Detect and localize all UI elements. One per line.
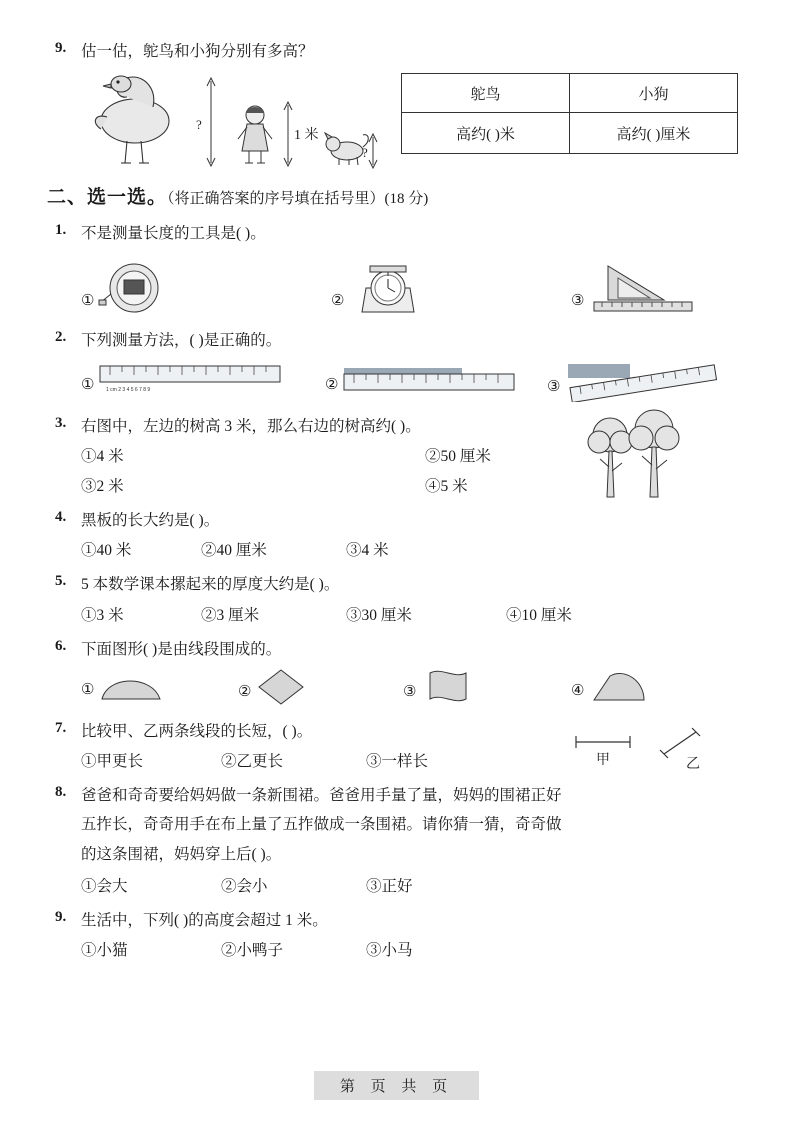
- question-number: 9.: [55, 908, 67, 925]
- question-text: 下列测量方法，( )是正确的。: [81, 331, 282, 349]
- option-2[interactable]: ②40 厘米: [201, 542, 267, 560]
- question-2-options: [81, 358, 738, 402]
- option-2[interactable]: ②小鸭子: [221, 942, 284, 959]
- question-text: 5 本数学课本摞起来的厚度大约是( )。: [81, 576, 340, 594]
- svg-text:1 cm 2 3 4 5 6 7 8 9: 1 cm 2 3 4 5 6 7 8 9: [106, 386, 151, 393]
- two-trees-illustration: [576, 409, 686, 501]
- semicircle-shape-icon: [98, 669, 166, 705]
- question-6-options: [81, 667, 738, 707]
- option-marker: ②: [325, 376, 339, 393]
- segment-label-yi: 乙: [686, 756, 700, 772]
- question-number: 1.: [55, 222, 67, 239]
- question-3: [55, 415, 738, 496]
- question-number: 6.: [55, 637, 67, 654]
- option-2[interactable]: [325, 360, 547, 400]
- option-marker: ④: [571, 682, 585, 699]
- triangle-ruler-icon: [588, 258, 708, 316]
- section-2-heading: [47, 182, 738, 209]
- question-1: [55, 222, 738, 315]
- option-marker: ①: [81, 681, 95, 698]
- option-4[interactable]: ④10 厘米: [506, 606, 572, 624]
- page-number-text: 第 页 共 页: [314, 1071, 479, 1100]
- question-9-top: [55, 40, 738, 172]
- ruler-measure-3-icon: [564, 358, 724, 402]
- question-5: [55, 573, 738, 624]
- question-2: [55, 329, 738, 402]
- ostrich-question-mark: ?: [196, 117, 202, 133]
- question-4: [55, 509, 738, 560]
- dog-question-mark: ?: [362, 145, 368, 161]
- option-1[interactable]: ①小猫: [81, 942, 128, 959]
- option-2[interactable]: ②会小: [221, 877, 268, 895]
- option-4[interactable]: [571, 668, 650, 706]
- curved-quadrilateral-shape-icon: [588, 668, 650, 706]
- ruler-measure-2-icon: [342, 360, 517, 400]
- diamond-shape-icon: [255, 667, 307, 707]
- option-3[interactable]: [547, 358, 724, 402]
- option-3[interactable]: ③一样长: [366, 753, 429, 770]
- girl-height-label: 1 米: [294, 128, 319, 144]
- option-1[interactable]: ①4 米: [81, 448, 124, 465]
- question-number: 2.: [55, 328, 67, 345]
- wavy-shape-icon: [420, 667, 476, 707]
- question-9-bottom: [55, 909, 738, 960]
- option-1[interactable]: ①会大: [81, 877, 128, 895]
- table-header-dog: 小狗: [570, 74, 738, 113]
- option-2[interactable]: ②3 厘米: [201, 606, 260, 624]
- option-marker: ③: [403, 683, 417, 700]
- page-footer: [0, 1071, 793, 1100]
- tape-measure-icon: [98, 258, 178, 316]
- question-text: 估一估，鸵鸟和小狗分别有多高？: [81, 43, 314, 60]
- question-8: [55, 784, 738, 896]
- question-text: 下面图形( )是由线段围成的。: [81, 640, 282, 658]
- option-4[interactable]: ④5 米: [425, 478, 468, 495]
- option-2[interactable]: [331, 258, 571, 316]
- option-marker: ②: [238, 683, 252, 700]
- table-row: [402, 113, 738, 154]
- option-1[interactable]: [81, 258, 331, 316]
- option-1[interactable]: ①甲更长: [81, 753, 144, 770]
- section-2-subtitle: （将正确答案的序号填在括号里）(18 分): [167, 191, 429, 208]
- table-cell-dog-answer[interactable]: 高约( )厘米: [570, 113, 738, 154]
- ostrich-dog-illustration: [83, 67, 383, 172]
- question-text-line-2: 五拃长，奇奇用手在布上量了五拃做成一条围裙。请你猜一猜，奇奇做: [81, 816, 562, 834]
- option-3[interactable]: ③4 米: [346, 542, 389, 560]
- option-3[interactable]: ③小马: [366, 942, 413, 959]
- segment-label-jia: 甲: [596, 752, 610, 768]
- question-number: 8.: [55, 784, 67, 800]
- question-number: 4.: [55, 509, 67, 525]
- kitchen-scale-icon: [348, 258, 428, 316]
- table-header-ostrich: 鸵鸟: [402, 74, 570, 113]
- option-1[interactable]: ①3 米: [81, 606, 124, 624]
- option-3[interactable]: ③30 厘米: [346, 606, 412, 624]
- question-text: 不是测量长度的工具是( )。: [81, 225, 266, 243]
- question-text: 右图中，左边的树高 3 米，那么右边的树高约( )。: [81, 417, 421, 435]
- option-marker: ③: [571, 292, 585, 309]
- option-2[interactable]: ②50 厘米: [425, 448, 491, 465]
- question-number: 3.: [55, 414, 67, 431]
- option-3[interactable]: [571, 258, 708, 316]
- segments-illustration: [568, 726, 708, 776]
- option-3[interactable]: [403, 667, 571, 707]
- question-6: [55, 638, 738, 707]
- table-header-row: [402, 74, 738, 113]
- ruler-measure-1-icon: [98, 360, 283, 400]
- estimate-table: [401, 73, 738, 154]
- option-marker: ①: [81, 376, 95, 393]
- option-3[interactable]: ③2 米: [81, 478, 124, 495]
- question-number: 7.: [55, 719, 67, 736]
- question-text-line-3: 的这条围裙，妈妈穿上后( )。: [81, 845, 282, 863]
- option-marker: ①: [81, 292, 95, 309]
- option-3[interactable]: ③正好: [366, 877, 413, 895]
- option-1[interactable]: [81, 360, 325, 400]
- option-1[interactable]: ①40 米: [81, 542, 132, 560]
- question-text: 比较甲、乙两条线段的长短，( )。: [81, 722, 313, 740]
- option-2[interactable]: [238, 667, 403, 707]
- question-text: 黑板的长大约是( )。: [81, 512, 220, 529]
- option-1[interactable]: [81, 669, 238, 705]
- question-1-options: [81, 254, 738, 316]
- question-number: 5.: [55, 573, 67, 590]
- question-7: [55, 720, 738, 771]
- section-2-title: 二、选一选。: [47, 187, 168, 209]
- option-2[interactable]: ②乙更长: [221, 753, 284, 770]
- table-cell-ostrich-answer[interactable]: 高约( )米: [402, 113, 570, 154]
- option-marker: ②: [331, 292, 345, 309]
- question-text: 生活中，下列( )的高度会超过 1 米。: [81, 911, 328, 929]
- question-number: 9.: [55, 40, 67, 56]
- option-marker: ③: [547, 378, 561, 395]
- question-text-line-1: 爸爸和奇奇要给妈妈做一条新围裙。爸爸用手量了量，妈妈的围裙正好: [81, 787, 562, 804]
